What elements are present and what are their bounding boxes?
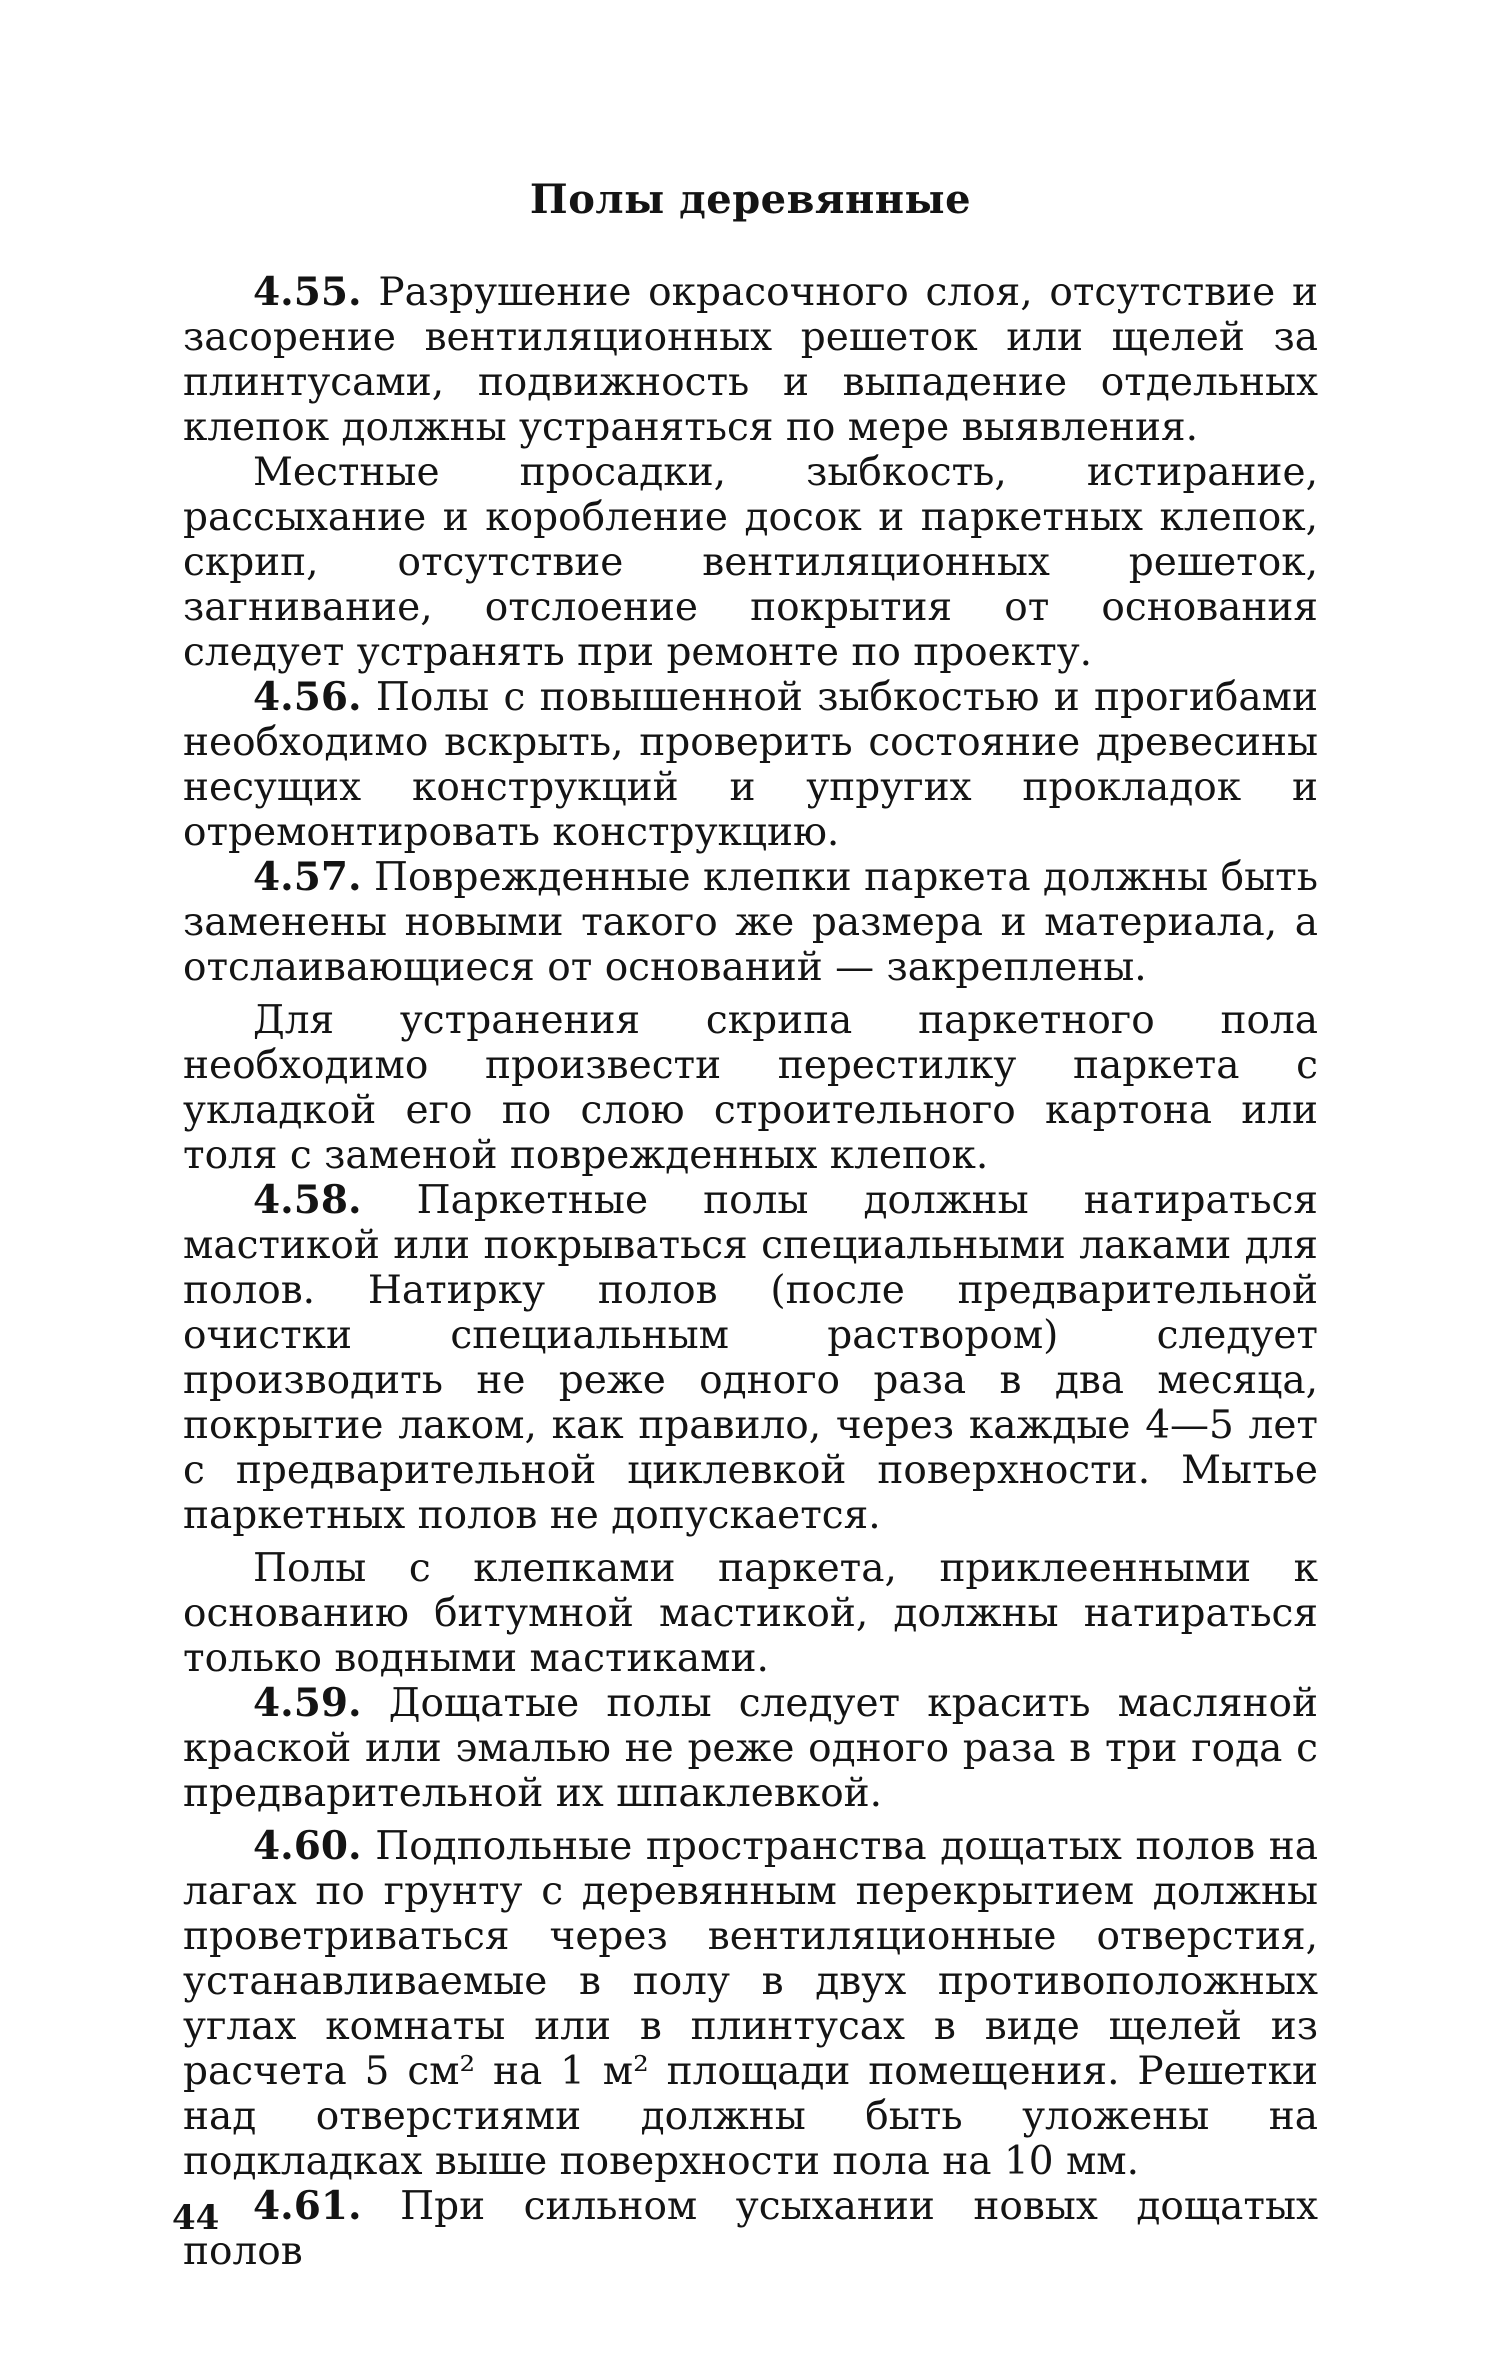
body-text bbox=[183, 270, 1318, 2274]
clause-number: 4.55. bbox=[253, 269, 362, 315]
paragraph-4-56 bbox=[183, 675, 1318, 855]
paragraph-text: Местные просадки, зыбкость, истирание, рассыхание и коробление досок и паркетных клепок, скрип, отсутствие вентиляционных решеток, загнивание, отслоение покрытия от основания следует устранять при ремонте по проекту. bbox=[183, 450, 1318, 675]
paragraph-4-57 bbox=[183, 855, 1318, 990]
section-heading: Полы деревянные bbox=[529, 176, 972, 223]
paragraph-text: Полы с клепками паркета, приклеенными к основанию битумной мастикой, должны натираться только водными мастиками. bbox=[183, 1546, 1318, 1681]
paragraph-text: Подпольные пространства дощатых полов на лагах по грунту с деревянным перекрытием должны проветриваться через вентиляционные отверстия, устанавливаемые в полу в двух противоположных углах комнаты или в плинтусах в виде щелей из расчета 5 см² на 1 м² площади помещения. Решетки над отверстиями должны быть уложены на подкладках выше поверхности пола на 10 мм. bbox=[183, 1824, 1318, 2184]
paragraph-4-59 bbox=[183, 1681, 1318, 1816]
clause-number: 4.56. bbox=[253, 674, 362, 720]
clause-number: 4.57. bbox=[253, 854, 362, 900]
paragraph-text: Паркетные полы должны натираться мастикой или покрываться специальными лаками для полов. Натирку полов (после предварительной очистки специальным раствором) следует производить не реже одного раза в два месяца, покрытие лаком, как правило, через каждые 4—5 лет с предварительной циклевкой поверхности. Мытье паркетных полов не допускается. bbox=[183, 1178, 1318, 1538]
paragraph-text: Поврежденные клепки паркета должны быть заменены новыми такого же размера и материала, а отслаивающиеся от оснований — закреплены. bbox=[183, 855, 1318, 990]
paragraph-text: При сильном усыхании новых дощатых полов bbox=[183, 2184, 1318, 2274]
paragraph-text: Разрушение окрасочного слоя, отсутствие и засорение вентиляционных решеток или щелей за плинтусами, подвижность и выпадение отдельных клепок должны устраняться по мере выявления. bbox=[183, 270, 1318, 450]
paragraph-4-60 bbox=[183, 1824, 1318, 2184]
paragraph-4-57-cont bbox=[183, 998, 1318, 1178]
paragraph-4-61 bbox=[183, 2184, 1318, 2274]
page-number: 44 bbox=[172, 2198, 220, 2238]
clause-number: 4.61. bbox=[253, 2183, 362, 2229]
paragraph-4-55 bbox=[183, 270, 1318, 450]
paragraph-text: Для устранения скрипа паркетного пола необходимо произвести перестилку паркета с укладкой его по слою строительного картона или толя с заменой поврежденных клепок. bbox=[183, 998, 1318, 1178]
paragraph-text: Дощатые полы следует красить масляной краской или эмалью не реже одного раза в три года с предварительной их шпаклевкой. bbox=[183, 1681, 1318, 1816]
paragraph-4-55-cont bbox=[183, 450, 1318, 675]
paragraph-4-58 bbox=[183, 1178, 1318, 1538]
clause-number: 4.59. bbox=[253, 1680, 362, 1726]
clause-number: 4.58. bbox=[253, 1177, 362, 1223]
paragraph-4-58-cont bbox=[183, 1546, 1318, 1681]
clause-number: 4.60. bbox=[253, 1823, 362, 1869]
paragraph-text: Полы с повышенной зыбкостью и прогибами необходимо вскрыть, проверить состояние древесины несущих конструкций и упругих прокладок и отремонтировать конструкцию. bbox=[183, 675, 1318, 855]
